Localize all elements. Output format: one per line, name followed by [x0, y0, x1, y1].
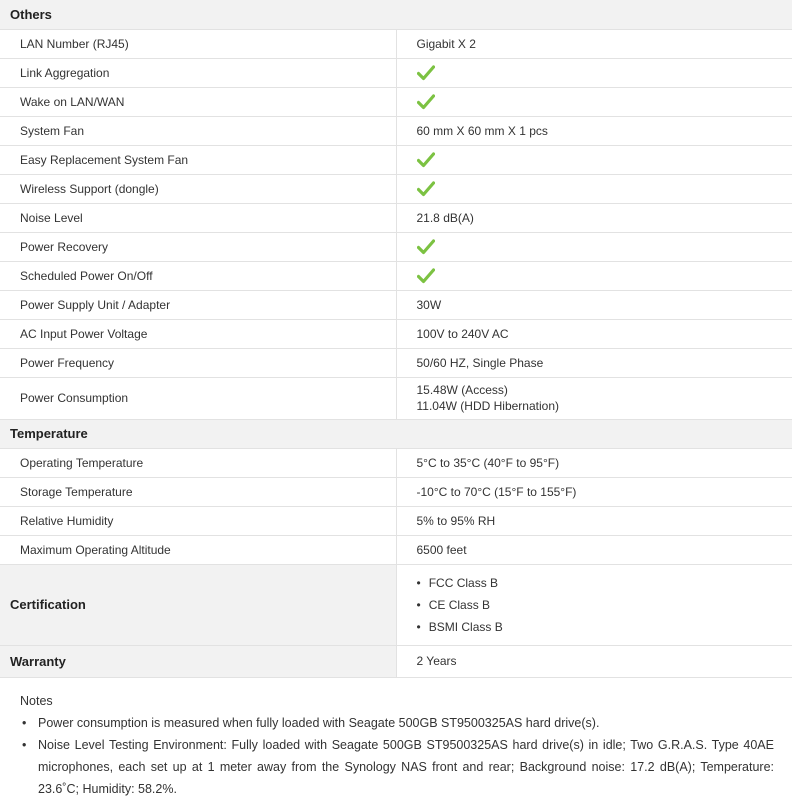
checkmark-icon — [396, 145, 792, 174]
spec-row — [0, 377, 792, 419]
spec-value: 100V to 240V AC — [396, 319, 792, 348]
spec-row — [0, 506, 792, 535]
spec-label: Storage Temperature — [0, 477, 396, 506]
spec-label: Easy Replacement System Fan — [0, 145, 396, 174]
spec-value: 5°C to 35°C (40°F to 95°F) — [396, 448, 792, 477]
note-item: • Power consumption is measured when fully loaded with Seagate 500GB ST9500325AS hard drive(s). — [20, 712, 774, 734]
spec-label: Link Aggregation — [0, 58, 396, 87]
notes-section — [0, 678, 792, 800]
spec-value: 21.8 dB(A) — [396, 203, 792, 232]
spec-value: 30W — [396, 290, 792, 319]
spec-row — [0, 29, 792, 58]
warranty-value: 2 Years — [396, 645, 792, 677]
spec-row — [0, 58, 792, 87]
spec-value: 60 mm X 60 mm X 1 pcs — [396, 116, 792, 145]
checkmark-icon — [396, 58, 792, 87]
certification-item: • BSMI Class B — [417, 616, 792, 638]
spec-row — [0, 290, 792, 319]
certification-list — [396, 564, 792, 645]
spec-row — [0, 535, 792, 564]
spec-label: LAN Number (RJ45) — [0, 29, 396, 58]
checkmark-icon — [396, 87, 792, 116]
spec-label: Noise Level — [0, 203, 396, 232]
spec-row — [0, 261, 792, 290]
checkmark-icon — [396, 232, 792, 261]
certification-row — [0, 564, 792, 645]
spec-row — [0, 232, 792, 261]
spec-value: 6500 feet — [396, 535, 792, 564]
spec-label: Relative Humidity — [0, 506, 396, 535]
spec-row — [0, 448, 792, 477]
spec-row — [0, 87, 792, 116]
spec-label: Power Recovery — [0, 232, 396, 261]
spec-row — [0, 477, 792, 506]
spec-label: Power Supply Unit / Adapter — [0, 290, 396, 319]
spec-label: Operating Temperature — [0, 448, 396, 477]
spec-label: Power Consumption — [0, 377, 396, 419]
section-header-others — [0, 0, 792, 29]
spec-label: Scheduled Power On/Off — [0, 261, 396, 290]
warranty-label: Warranty — [0, 645, 396, 677]
spec-label: System Fan — [0, 116, 396, 145]
note-item: • Noise Level Testing Environment: Fully loaded with Seagate 500GB ST9500325AS hard drive(s) in idle; Two G.R.A.S. Type 40AE microphones, each set up at 1 meter away from the Synology NAS front and rear; Background noise: 17.2 dB(A); Temperature: 23.6˚C; Humidity: 58.2%. — [20, 734, 774, 800]
certification-item: • CE Class B — [417, 594, 792, 616]
spec-label: AC Input Power Voltage — [0, 319, 396, 348]
section-header-temperature — [0, 419, 792, 448]
spec-row — [0, 116, 792, 145]
spec-value: -10°C to 70°C (15°F to 155°F) — [396, 477, 792, 506]
certification-item: • FCC Class B — [417, 572, 792, 594]
spec-row — [0, 319, 792, 348]
spec-label: Power Frequency — [0, 348, 396, 377]
section-title: Others — [0, 0, 792, 29]
spec-row — [0, 348, 792, 377]
spec-value-line: 11.04W (HDD Hibernation) — [416, 399, 559, 413]
spec-row — [0, 145, 792, 174]
certification-label: Certification — [0, 564, 396, 645]
checkmark-icon — [396, 174, 792, 203]
checkmark-icon — [396, 261, 792, 290]
spec-label: Wake on LAN/WAN — [0, 87, 396, 116]
spec-value: 50/60 HZ, Single Phase — [396, 348, 792, 377]
spec-value: Gigabit X 2 — [396, 29, 792, 58]
spec-label: Wireless Support (dongle) — [0, 174, 396, 203]
spec-value-line: 15.48W (Access) — [416, 383, 508, 397]
section-title: Temperature — [0, 419, 792, 448]
notes-title: Notes — [20, 693, 53, 708]
spec-label: Maximum Operating Altitude — [0, 535, 396, 564]
spec-value — [396, 377, 792, 419]
spec-row — [0, 203, 792, 232]
warranty-row — [0, 645, 792, 677]
spec-row — [0, 174, 792, 203]
spec-value: 5% to 95% RH — [396, 506, 792, 535]
